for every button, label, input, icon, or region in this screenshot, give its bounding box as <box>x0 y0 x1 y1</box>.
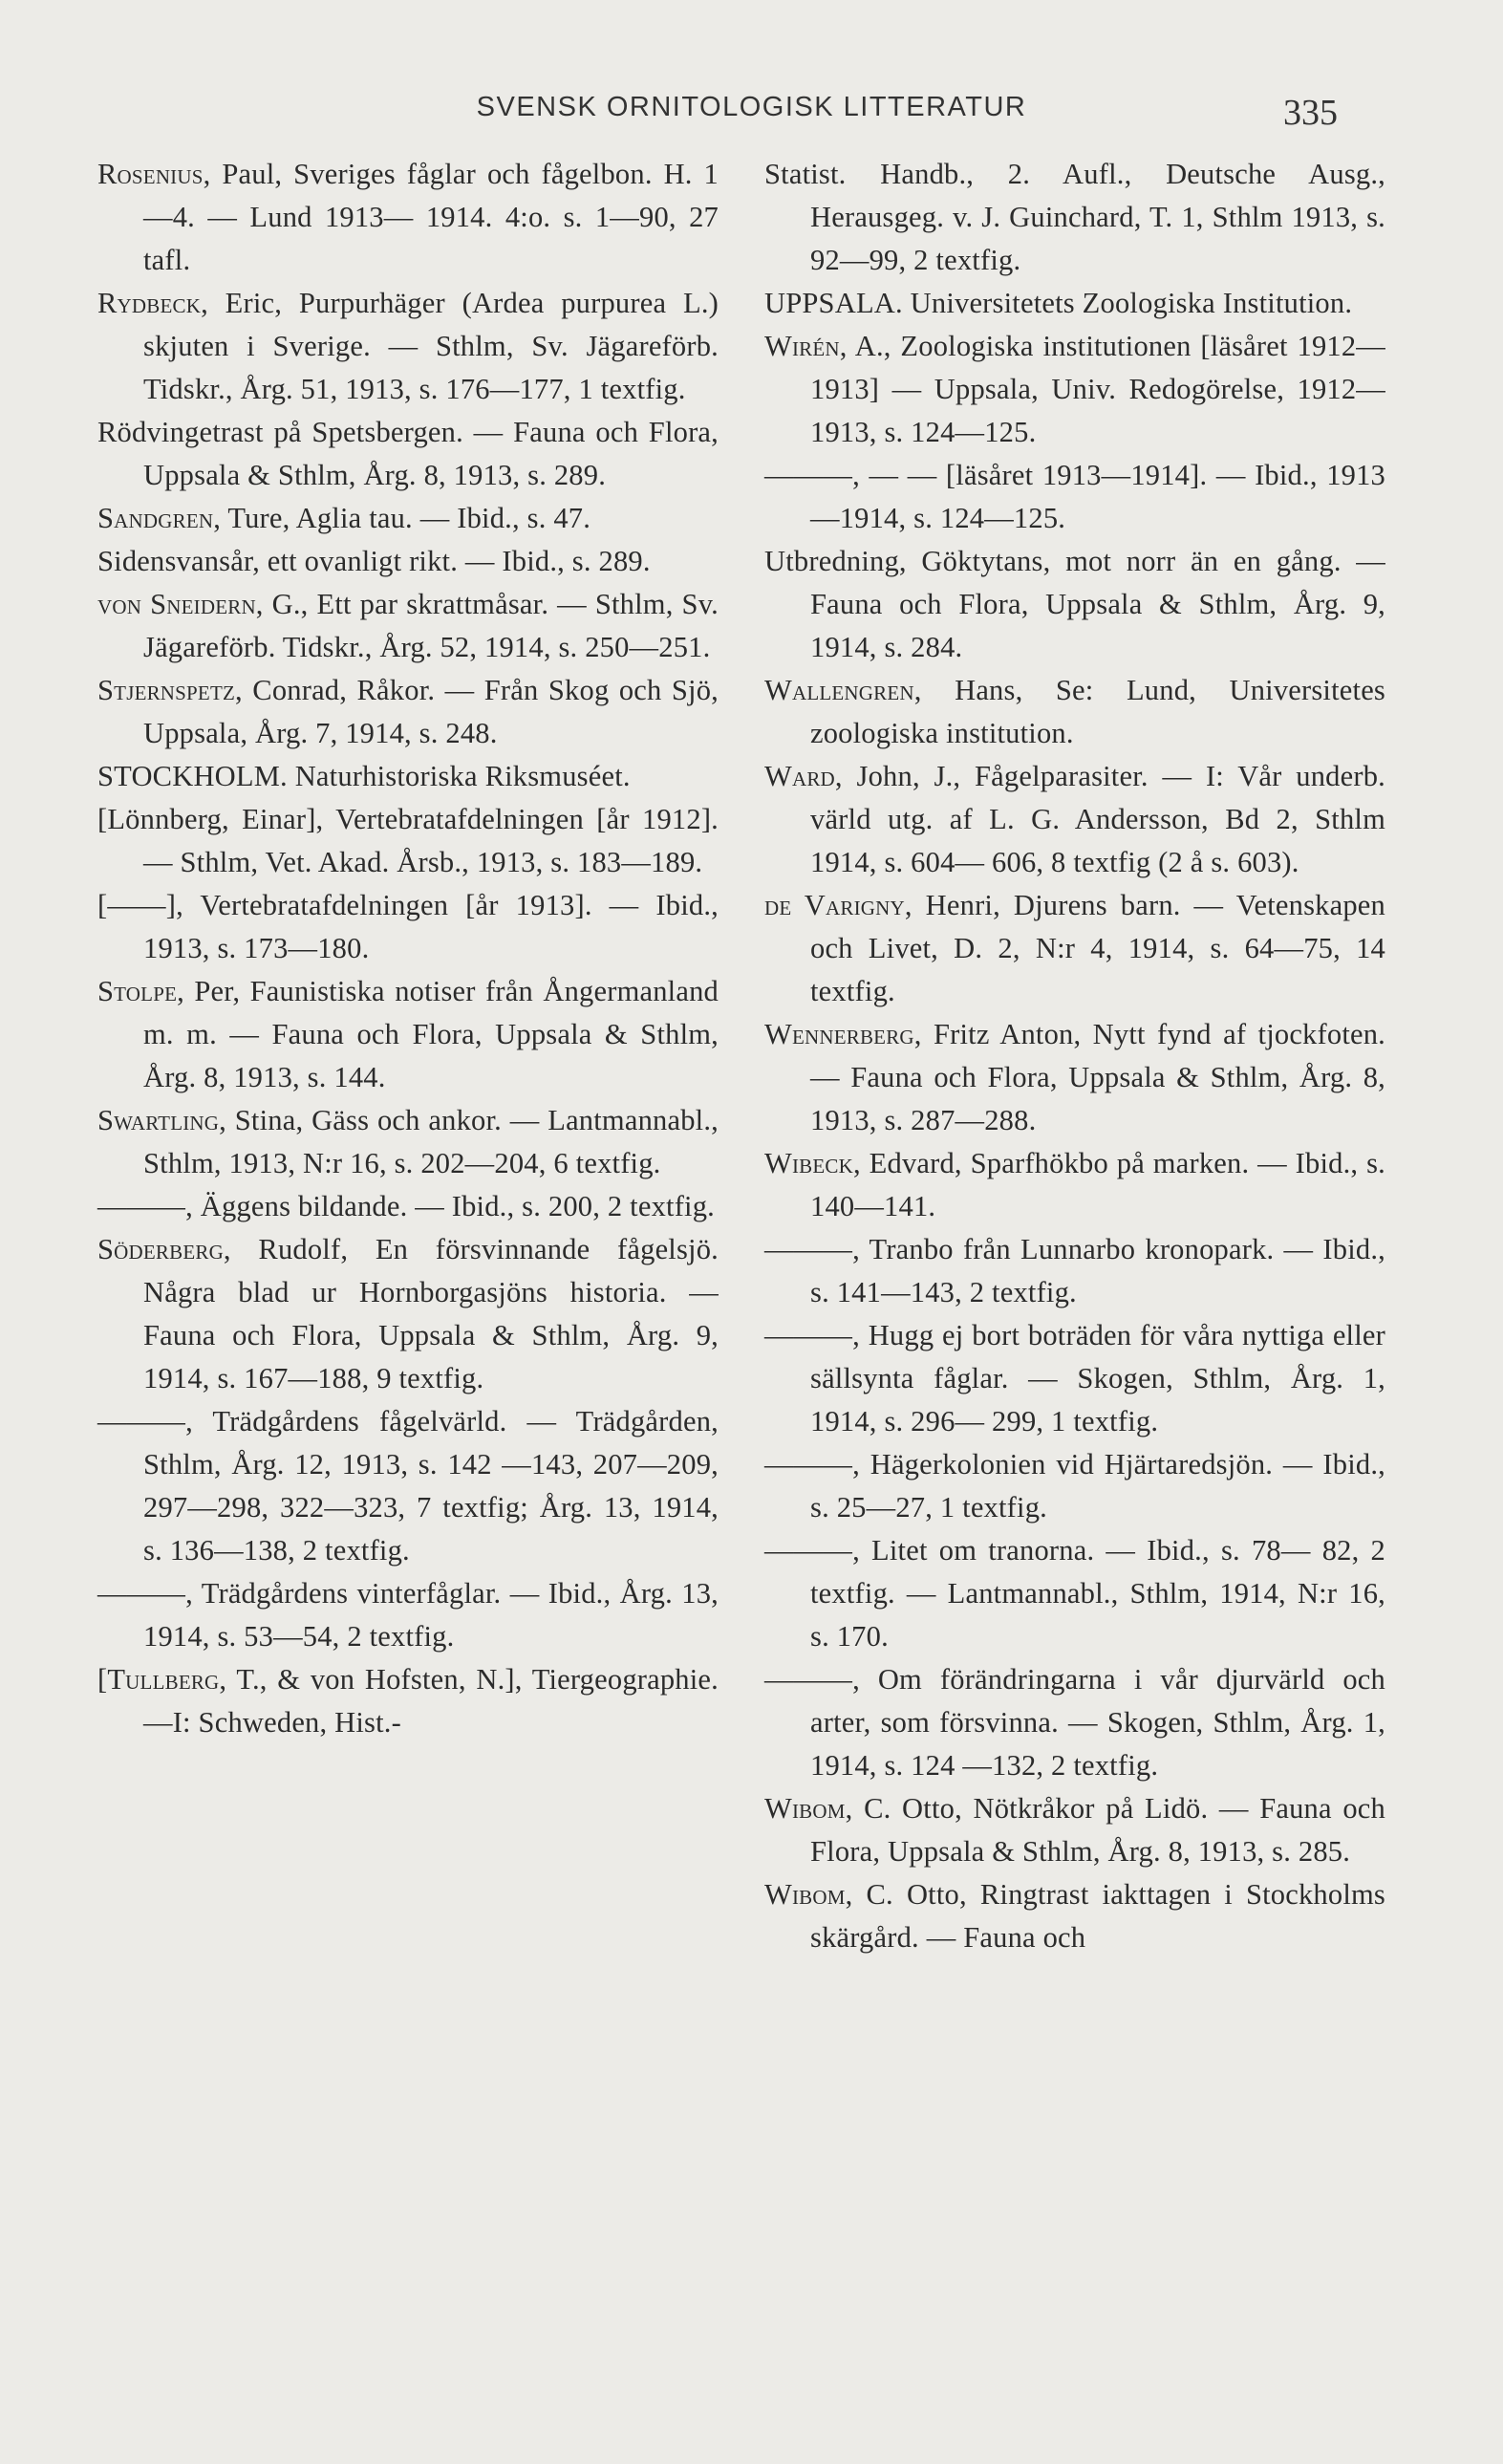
bibliography-entry <box>764 669 1385 755</box>
bibliography-entry <box>97 1658 719 1744</box>
bibliography-entry <box>97 1572 719 1658</box>
bibliography-entry <box>97 1099 719 1185</box>
entry-author: Wibom, <box>764 1792 853 1825</box>
bibliography-entry <box>764 884 1385 1013</box>
entry-text: ———, Äggens bildande. — Ibid., s. 200, 2 textfig. <box>97 1190 715 1222</box>
entry-text: Rödvingetrast på Spetsbergen. — Fauna och Flora, Uppsala & Sthlm, Årg. 8, 1913, s. 289. <box>97 416 719 491</box>
entry-text: ———, — — [läsåret 1913—1914]. — Ibid., 1913—1914, s. 124—125. <box>764 459 1385 534</box>
bibliography-entry <box>97 1400 719 1572</box>
entry-author: de Varigny, <box>764 889 913 921</box>
bibliography-entry <box>764 1443 1385 1529</box>
bibliography-entry <box>97 669 719 755</box>
entry-text: Stina, Gäss och ankor. — Lantmannabl., Sthlm, 1913, N:r 16, s. 202—204, 6 textfig. <box>143 1104 719 1179</box>
entry-text: Edvard, Sparfhökbo på marken. — Ibid., s. 140—141. <box>810 1147 1385 1222</box>
bibliography-entry <box>764 1013 1385 1142</box>
entry-author: Wennerberg, <box>764 1018 922 1050</box>
entry-author: Wirén, <box>764 330 848 362</box>
entry-text: Ture, Aglia tau. — Ibid., s. 47. <box>221 502 591 534</box>
bibliography-entry <box>764 1873 1385 1959</box>
entry-author: Wibom, <box>764 1878 853 1911</box>
entry-author: Sandgren, <box>97 502 222 534</box>
entry-text: UPPSALA. Universitetets Zoologiska Institution. <box>764 287 1353 319</box>
entry-text: ———, Tranbo från Lunnarbo kronopark. — Ibid., s. 141—143, 2 textfig. <box>764 1233 1385 1308</box>
bibliography-entry <box>764 755 1385 884</box>
entry-text: Sidensvansår, ett ovanligt rikt. — Ibid., s. 289. <box>97 545 651 577</box>
bibliography-entry <box>97 497 719 540</box>
bibliography-entry <box>97 884 719 970</box>
bibliography-entry <box>764 454 1385 540</box>
entry-text: Per, Faunistiska notiser från Ångermanland m. m. — Fauna och Flora, Uppsala & Sthlm, Årg. 8, 1913, s. 144. <box>143 975 719 1093</box>
bibliography-entry <box>764 1787 1385 1873</box>
bibliography-entry <box>764 1529 1385 1658</box>
bibliography-entry <box>97 540 719 583</box>
bibliography-entry <box>764 1658 1385 1787</box>
entry-text: Conrad, Råkor. — Från Skog och Sjö, Uppsala, Årg. 7, 1914, s. 248. <box>143 674 719 749</box>
entry-text: ———, Trädgårdens fågelvärld. — Trädgården, Sthlm, Årg. 12, 1913, s. 142 —143, 207—209, 297—298, 322—323, 7 textfig; Årg. 13, 1914, s. 136—138, 2 textfig. <box>97 1405 719 1567</box>
entry-text: John, J., Fågelparasiter. — I: Vår underb. värld utg. af L. G. Andersson, Bd 2, Sthlm 1914, s. 604— 606, 8 textfig (2 å s. 603). <box>810 760 1385 878</box>
entry-text: ———, Hugg ej bort boträden för våra nyttiga eller sällsynta fåglar. — Skogen, Sthlm, Årg. 1, 1914, s. 296— 299, 1 textfig. <box>764 1319 1385 1437</box>
entry-text: Statist. Handb., 2. Aufl., Deutsche Ausg., Herausgeg. v. J. Guinchard, T. 1, Sthlm 1913, s. 92—99, 2 textfig. <box>764 158 1385 276</box>
page-number: 335 <box>1283 93 1338 133</box>
entry-text: Henri, Djurens barn. — Vetenskapen och Livet, D. 2, N:r 4, 1914, s. 64—75, 14 textfig. <box>810 889 1385 1007</box>
entry-text: ———, Hägerkolonien vid Hjärtaredsjön. — Ibid., s. 25—27, 1 textfig. <box>764 1448 1385 1524</box>
bibliography-entry <box>97 755 719 798</box>
bibliography-entry <box>97 970 719 1099</box>
bibliography-entry <box>764 540 1385 669</box>
running-header: SVENSK ORNITOLOGISK LITTERATUR <box>476 92 1027 122</box>
entry-text: ———, Trädgårdens vinterfåglar. — Ibid., Årg. 13, 1914, s. 53—54, 2 textfig. <box>97 1577 719 1653</box>
entry-author: Rosenius, <box>97 158 211 190</box>
bibliography-entry <box>764 1142 1385 1228</box>
entry-text: Eric, Purpurhäger (Ardea purpurea L.) skjuten i Sverige. — Sthlm, Sv. Jägareförb. Tidskr., Årg. 51, 1913, s. 176—177, 1 textfig. <box>143 287 719 405</box>
entry-author: Wibeck, <box>764 1147 861 1179</box>
entry-text: Rudolf, En försvinnande fågelsjö. Några blad ur Hornborgasjöns historia. — Fauna och Flora, Uppsala & Sthlm, Årg. 9, 1914, s. 167—188, 9 textfig. <box>143 1233 719 1394</box>
bibliography-entry <box>764 1314 1385 1443</box>
entry-author: Rydbeck, <box>97 287 208 319</box>
bibliography-entry <box>764 282 1385 325</box>
entry-text: ———, Om förändringarna i vår djurvärld och arter, som försvinna. — Skogen, Sthlm, Årg. 1, 1914, s. 124 —132, 2 textfig. <box>764 1663 1385 1782</box>
entry-text: C. Otto, Nötkråkor på Lidö. — Fauna och Flora, Uppsala & Sthlm, Årg. 8, 1913, s. 285. <box>810 1792 1385 1868</box>
entry-author: Swartling, <box>97 1104 226 1136</box>
entry-text: T., & von Hofsten, N.], Tiergeographie.—I: Schweden, Hist.- <box>143 1663 719 1739</box>
entry-text: G., Ett par skrattmåsar. — Sthlm, Sv. Jägareförb. Tidskr., Årg. 52, 1914, s. 250—251. <box>143 588 719 663</box>
bibliography-entry <box>97 583 719 669</box>
entry-text: [——], Vertebratafdelningen [år 1913]. — Ibid., 1913, s. 173—180. <box>97 889 719 964</box>
entry-text: ———, Litet om tranorna. — Ibid., s. 78— 82, 2 textfig. — Lantmannabl., Sthlm, 1914, N:r 16, s. 170. <box>764 1534 1385 1653</box>
entry-text: Utbredning, Göktytans, mot norr än en gång. — Fauna och Flora, Uppsala & Sthlm, Årg. 9, 1914, s. 284. <box>764 545 1385 663</box>
bibliography-entry <box>97 1228 719 1400</box>
entry-author: von Sneidern, <box>97 588 264 620</box>
entry-author: Stjernspetz, <box>97 674 243 706</box>
entry-author: [Tullberg, <box>97 1663 227 1696</box>
bibliography-entry <box>764 153 1385 282</box>
bibliography-entry <box>97 153 719 282</box>
entry-text: A., Zoologiska institutionen [läsåret 1912—1913] — Uppsala, Univ. Redogörelse, 1912—1913, s. 124—125. <box>810 330 1385 448</box>
bibliography-entry <box>764 1228 1385 1314</box>
entry-author: Stolpe, <box>97 975 184 1007</box>
right-column <box>764 153 1385 1959</box>
entry-text: Paul, Sveriges fåglar och fågelbon. H. 1—4. — Lund 1913— 1914. 4:o. s. 1—90, 27 tafl. <box>143 158 719 276</box>
entry-text: [Lönnberg, Einar], Vertebratafdelningen [år 1912]. — Sthlm, Vet. Akad. Årsb., 1913, s. 183—189. <box>97 803 719 878</box>
entry-author: Ward, <box>764 760 843 792</box>
bibliography-entry <box>97 1185 719 1228</box>
bibliography-entry <box>97 411 719 497</box>
entry-text: C. Otto, Ringtrast iakttagen i Stockholms skärgård. — Fauna och <box>810 1878 1385 1954</box>
entry-author: Wallengren, <box>764 674 922 706</box>
bibliography-entry <box>97 798 719 884</box>
entry-text: Hans, Se: Lund, Universitetes zoologiska institution. <box>810 674 1385 749</box>
entry-author: Söderberg, <box>97 1233 231 1265</box>
bibliography-entry <box>97 282 719 411</box>
entry-text: Fritz Anton, Nytt fynd af tjockfoten. — Fauna och Flora, Uppsala & Sthlm, Årg. 8, 1913, s. 287—288. <box>810 1018 1385 1136</box>
left-column <box>97 153 719 1744</box>
entry-text: STOCKHOLM. Naturhistoriska Riksmuséet. <box>97 760 631 792</box>
bibliography-entry <box>764 325 1385 454</box>
